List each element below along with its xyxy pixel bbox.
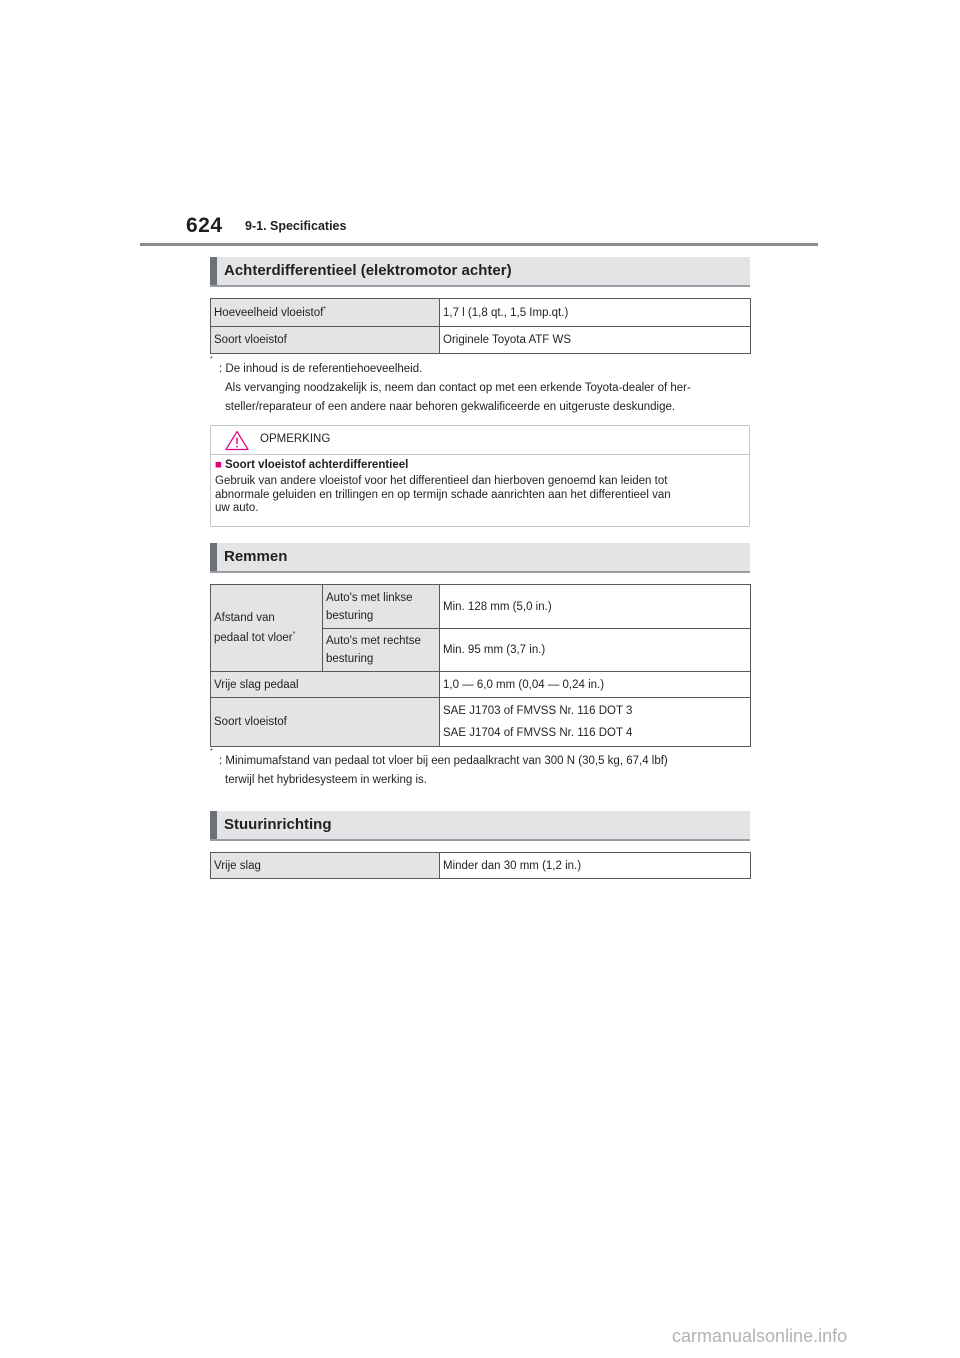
table-row [211,672,751,698]
rear-differential-heading [210,257,750,287]
footnote-mark: * [292,631,296,639]
table-row [211,585,751,629]
rear-differential-table [210,298,751,354]
heading-accent-bar [210,811,217,839]
steering-table [210,852,751,879]
footnote-mark: * [323,305,327,313]
steering-free-play-value: Minder dan 30 mm (1,2 in.) [440,853,751,879]
brakes-heading [210,543,750,573]
footnote-line: steller/reparateur of een andere naar behoren gekwalificeerde en uitgeruste deskundige. [225,401,676,413]
fluid-quantity-label: Hoeveelheid vloeistof* [211,299,440,327]
page-number: 624 [186,214,223,237]
table-row [211,299,751,327]
rhd-value: Min. 95 mm (3,7 in.) [440,629,751,672]
steering-heading [210,811,750,841]
footnote-line: Als vervanging noodzakelijk is, neem dan contact op met een erkende Toyota-dealer of her- [225,382,691,394]
fluid-type-value: Originele Toyota ATF WS [440,327,751,354]
notice-subtitle: ■ Soort vloeistof achterdifferentieel [215,459,409,471]
lhd-label: Auto's met linkse besturing [323,585,440,629]
notice-title: OPMERKING [260,433,331,445]
heading-accent-bar [210,543,217,571]
table-row [211,698,751,747]
notice-box [210,425,750,527]
notice-header [211,426,749,455]
notice-text: Gebruik van andere vloeistof voor het differentieel dan hierboven genoemd kan leiden tot abnormale geluiden en trillingen en op termijn schade aanrichten aan het differentieel van uw auto. [215,475,671,514]
rhd-label: Auto's met rechtse besturing [323,629,440,672]
brakes-table [210,584,751,747]
warning-triangle-icon [225,430,249,456]
pedal-free-play-value: 1,0 — 6,0 mm (0,04 — 0,24 in.) [440,672,751,698]
heading-text: Stuurinrichting [224,816,332,833]
brake-fluid-label: Soort vloeistof [211,698,440,747]
footnote-line: : De inhoud is de referentiehoeveelheid. [219,363,423,375]
pedal-free-play-label: Vrije slag pedaal [211,672,440,698]
rear-differential-footnote: * : De inhoud is de referentiehoeveelheid. Als vervanging noodzakelijk is, neem dan contact op met een erkende Toyota-dealer of her- steller/reparateur of een andere naar behoren gekwalificeerde en uitgeruste deskundige. [210,360,755,417]
heading-text: Achterdifferentieel (elektromotor achter) [224,262,512,279]
bullet-square-icon: ■ [215,459,222,471]
heading-text: Remmen [224,548,288,565]
heading-accent-bar [210,257,217,285]
footnote-line: terwijl het hybridesysteem in werking is. [225,774,427,786]
pedal-distance-label: Afstand van pedaal tot vloer* [211,585,323,672]
brakes-footnote: * : Minimumafstand van pedaal tot vloer bij een pedaalkracht van 300 N (30,5 kg, 67,4 lbf) terwijl het hybridesysteem in werking is. [210,752,755,790]
section-title: 9-1. Specificaties [245,219,347,233]
lhd-value: Min. 128 mm (5,0 in.) [440,585,751,629]
watermark: carmanualsonline.info [672,1326,848,1346]
fluid-quantity-value: 1,7 l (1,8 qt., 1,5 Imp.qt.) [440,299,751,327]
fluid-type-label: Soort vloeistof [211,327,440,354]
steering-free-play-label: Vrije slag [211,853,440,879]
footnote-line: : Minimumafstand van pedaal tot vloer bij een pedaalkracht van 300 N (30,5 kg, 67,4 lbf) [219,755,668,767]
header-divider [140,243,818,246]
table-row [211,327,751,354]
table-row [211,853,751,879]
brake-fluid-value: SAE J1703 of FMVSS Nr. 116 DOT 3 SAE J1704 of FMVSS Nr. 116 DOT 4 [440,698,751,747]
